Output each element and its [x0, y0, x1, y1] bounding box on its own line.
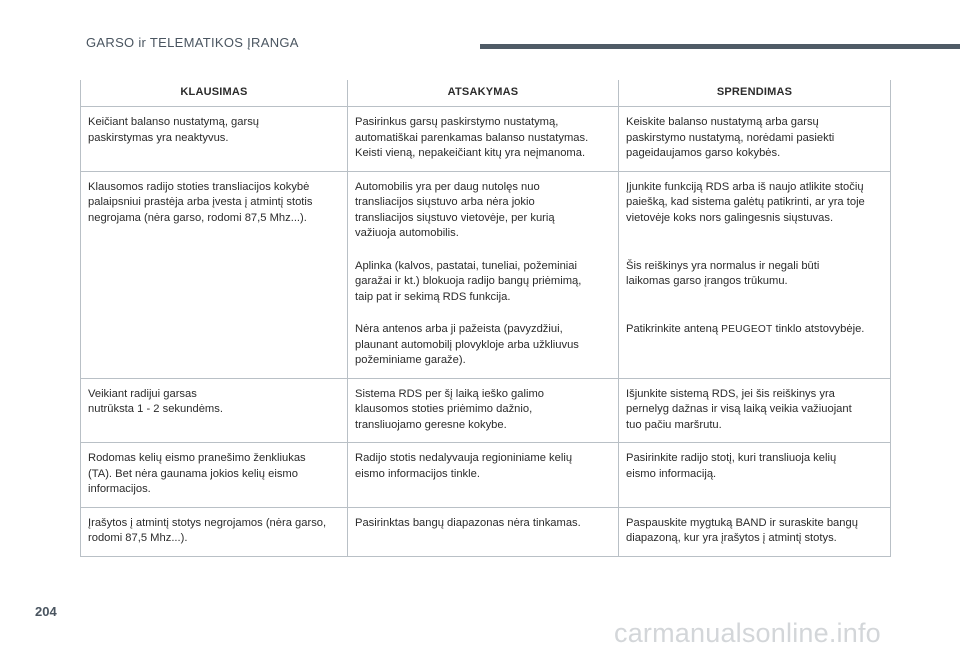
solution-cell: Keiskite balanso nustatymą arba garsų paskirstymo nustatymą, norėdami pasiekti pageidaujamos garso kokybės.: [619, 107, 891, 172]
solution-cell: Pasirinkite radijo stotį, kuri transliuoja kelių eismo informaciją.: [619, 443, 891, 508]
answer-cell: Sistema RDS per šį laiką ieško galimo klausomos stoties priėmimo dažnio, transliuojamo geresne kokybe.: [348, 378, 619, 443]
table-row: [81, 171, 891, 251]
column-header-question: KLAUSIMAS: [81, 80, 348, 107]
solution-cell: Įjunkite funkciją RDS arba iš naujo atlikite stočių paiešką, kad sistema galėtų patikrinti, ar yra toje vietovėje koks nors galingesnis siųstuvas.: [619, 171, 891, 251]
answer-cell: Pasirinkus garsų paskirstymo nustatymą, automatiškai parenkamas balanso nustatymas. Keisti vieną, nepakeičiant kitų yra neįmanoma.: [348, 107, 619, 172]
solution-cell: Išjunkite sistemą RDS, jei šis reiškinys yra pernelyg dažnas ir visą laiką veikia važiuojant tuo pačiu maršrutu.: [619, 378, 891, 443]
watermark: carmanualsonline.info: [614, 618, 881, 648]
answer-cell: Aplinka (kalvos, pastatai, tuneliai, požeminiai garažai ir kt.) blokuoja radijo bangų priėmimą, taip pat ir sekimą RDS funkcija.: [348, 251, 619, 315]
question-cell: Veikiant radijui garsas nutrūksta 1 - 2 sekundėms.: [81, 378, 348, 443]
question-cell: Klausomos radijo stoties transliacijos kokybė palaipsniui prastėja arba įvesta į atmintį stotis negrojama (nėra garso, rodomi 87,5 Mhz...).: [81, 171, 348, 378]
question-cell: Keičiant balanso nustatymą, garsų paskirstymas yra neaktyvus.: [81, 107, 348, 172]
answer-cell: Radijo stotis nedalyvauja regioniniame kelių eismo informacijos tinkle.: [348, 443, 619, 508]
header-bar: [480, 44, 960, 49]
table-row: [81, 107, 891, 172]
solution-text: Patikrinkite anteną: [626, 323, 722, 335]
solution-text: tinklo atstovybėje.: [772, 323, 865, 335]
column-header-answer: ATSAKYMAS: [348, 80, 619, 107]
table-row: [81, 378, 891, 443]
table-row: [81, 443, 891, 508]
troubleshooting-table: [80, 80, 891, 557]
column-header-solution: SPRENDIMAS: [619, 80, 891, 107]
table-row: [81, 507, 891, 556]
solution-cell: Paspauskite mygtuką BAND ir suraskite bangų diapazoną, kur yra įrašytos į atmintį stotys.: [619, 507, 891, 556]
solution-cell: Šis reiškinys yra normalus ir negali būti laikomas garso įrangos trūkumu.: [619, 251, 891, 315]
page-number: 204: [35, 604, 57, 619]
question-cell: Įrašytos į atmintį stotys negrojamos (nėra garso, rodomi 87,5 Mhz...).: [81, 507, 348, 556]
solution-cell: [619, 314, 891, 378]
question-cell: Rodomas kelių eismo pranešimo ženkliukas (TA). Bet nėra gaunama jokios kelių eismo informacijos.: [81, 443, 348, 508]
answer-cell: Nėra antenos arba ji pažeista (pavyzdžiui, plaunant automobilį plovykloje arba užkliuvus požeminiame garaže).: [348, 314, 619, 378]
brand-name: PEUGEOT: [721, 324, 773, 335]
answer-cell: Automobilis yra per daug nutolęs nuo transliacijos siųstuvo arba nėra jokio transliacijos siųstuvo vietovėje, per kurią važiuoja automobilis.: [348, 171, 619, 251]
table-header-row: [81, 80, 891, 107]
answer-cell: Pasirinktas bangų diapazonas nėra tinkamas.: [348, 507, 619, 556]
section-title: GARSO ir TELEMATIKOS ĮRANGA: [86, 35, 299, 50]
